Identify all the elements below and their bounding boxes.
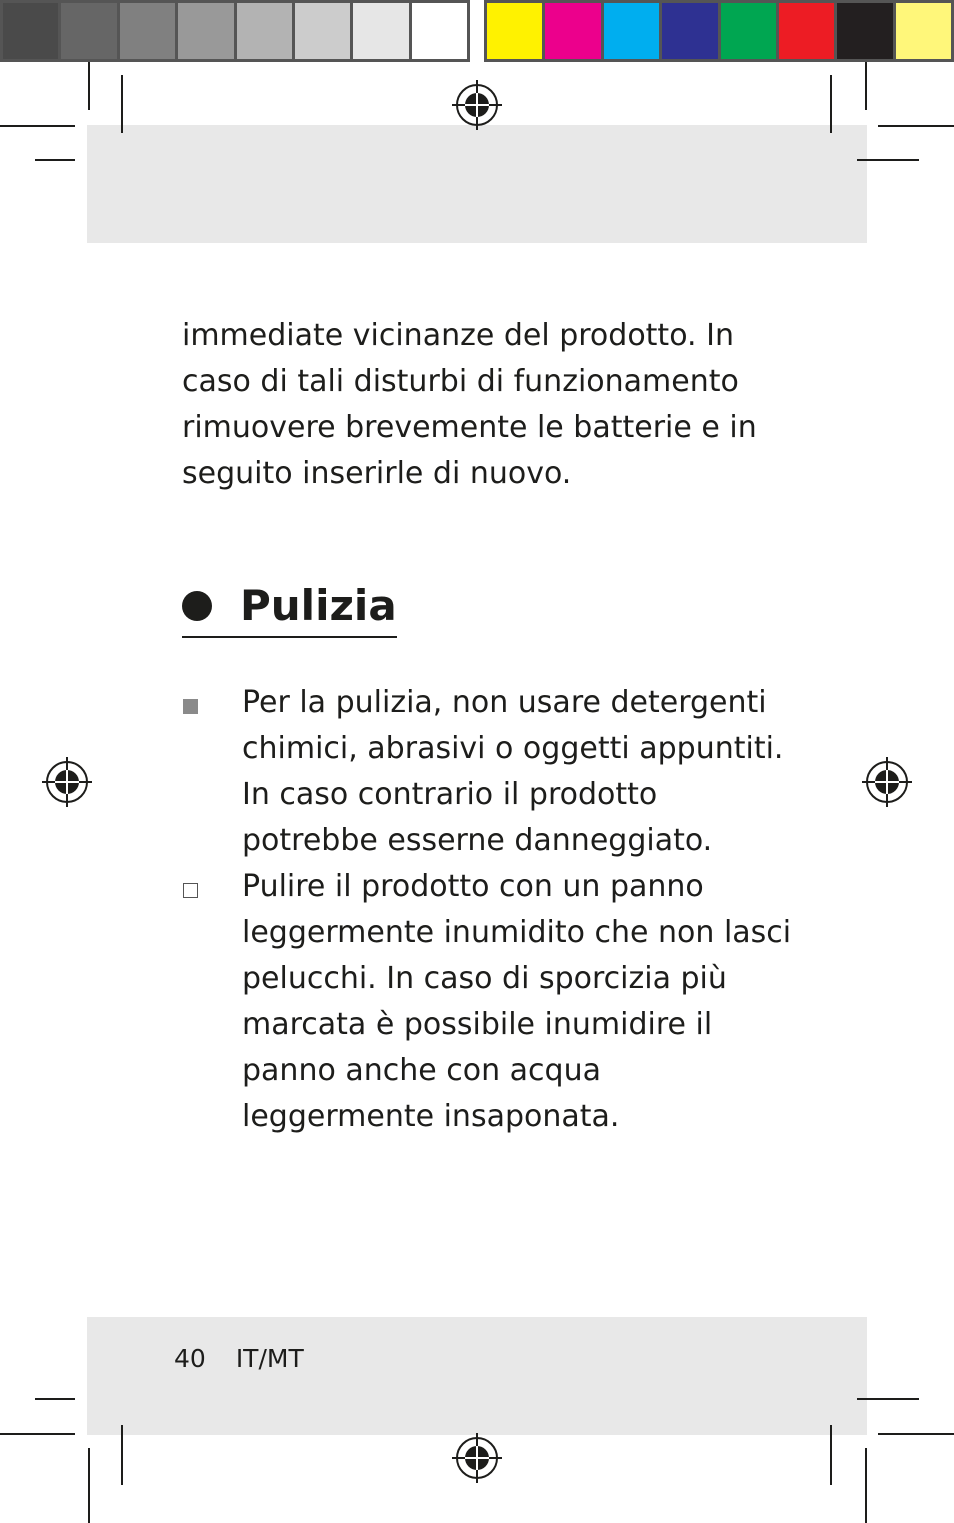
light-yellow-swatch — [896, 3, 951, 59]
bullet-dot-icon — [182, 591, 212, 621]
instruction-list — [182, 680, 802, 1140]
top-gray-band — [87, 125, 867, 243]
yellow-swatch — [487, 3, 545, 59]
crop-mark — [0, 1433, 75, 1435]
registration-mark-icon — [862, 757, 912, 807]
registration-mark-icon — [452, 1433, 502, 1483]
green-swatch — [721, 3, 779, 59]
gray-swatch — [178, 3, 236, 59]
red-swatch — [779, 3, 837, 59]
crop-mark — [857, 1398, 919, 1400]
magenta-swatch — [545, 3, 603, 59]
blue-swatch — [662, 3, 720, 59]
grayscale-calibration-bar — [0, 0, 470, 62]
language-code: IT/MT — [235, 1344, 304, 1373]
checkbox-square-icon — [183, 883, 198, 898]
gray-swatch — [295, 3, 353, 59]
section-title: Pulizia — [240, 581, 397, 630]
crop-mark — [35, 1398, 75, 1400]
crop-mark — [0, 125, 75, 127]
gray-swatch — [237, 3, 295, 59]
intro-paragraph: immediate vicinanze del prodotto. In caso di tali disturbi di funzionamento rimuovere brevemente le batterie e in seguito inserirle di nuovo. — [182, 318, 757, 491]
crop-mark — [88, 1448, 90, 1523]
registration-mark-icon — [42, 757, 92, 807]
crop-mark — [830, 1425, 832, 1485]
crop-mark — [865, 1448, 867, 1523]
page-number: 40 — [174, 1344, 206, 1373]
crop-mark — [121, 75, 123, 133]
crop-mark — [88, 62, 90, 110]
black-swatch — [837, 3, 895, 59]
crop-mark — [878, 125, 954, 127]
list-item — [182, 680, 802, 864]
cyan-swatch — [604, 3, 662, 59]
page-footer — [174, 1343, 304, 1375]
gray-swatch — [353, 3, 411, 59]
gray-swatch — [61, 3, 119, 59]
crop-mark — [35, 159, 75, 161]
gray-swatch — [3, 3, 61, 59]
crop-mark — [865, 62, 867, 110]
filled-square-icon — [183, 699, 198, 714]
list-item-text: Per la pulizia, non usare detergenti chimici, abrasivi o oggetti appuntiti. In caso contrario il prodotto potrebbe esserne danneggiato. — [242, 685, 784, 858]
process-color-calibration-bar — [484, 0, 954, 62]
section-heading — [182, 582, 397, 638]
crop-mark — [878, 1433, 954, 1435]
gray-swatch — [412, 3, 467, 59]
list-item-text: Pulire il prodotto con un panno leggermente inumidito che non lasci pelucchi. In caso di sporcizia più marcata è possibile inumidire il panno anche con acqua leggermente insaponata. — [242, 869, 792, 1134]
crop-mark — [121, 1425, 123, 1485]
bottom-gray-band — [87, 1317, 867, 1435]
crop-mark — [857, 159, 919, 161]
list-item — [182, 864, 802, 1140]
gray-swatch — [120, 3, 178, 59]
crop-mark — [830, 75, 832, 133]
registration-mark-icon — [452, 80, 502, 130]
